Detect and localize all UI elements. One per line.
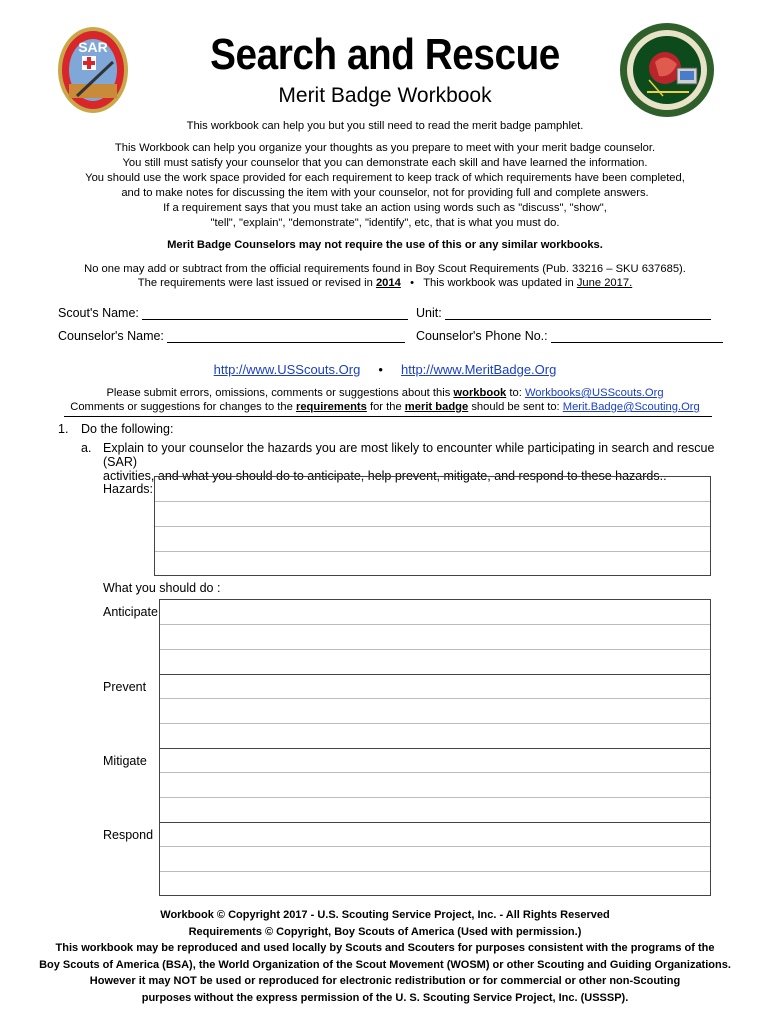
scout-name-field[interactable] <box>58 306 408 320</box>
links-row <box>0 362 770 377</box>
updated-prefix: This workbook was updated in <box>423 277 574 289</box>
unit-field[interactable] <box>416 306 711 320</box>
footer-usage: purposes without the express permission of the U. S. Scouting Service Project, Inc. (USSSP). <box>141 991 629 1004</box>
workbooks-email-link[interactable]: Workbooks@USScouts.Org <box>524 387 664 399</box>
intro-para-line: and to make notes for discussing the item with your counselor, not for providing full and complete answers. <box>121 187 649 199</box>
intro-para-line: This Workbook can help you organize your thoughts as you prepare to meet with your merit badge counselor. <box>114 142 656 154</box>
submit-requirements: requirements <box>295 401 367 413</box>
submit-line-2 <box>0 400 770 415</box>
footer-usage: This workbook may be reproduced and used locally by Scouts and Scouters for purposes consistent with the programs of the <box>55 942 715 954</box>
page-subtitle: Merit Badge Workbook <box>278 84 492 107</box>
mitigate-label: Mitigate <box>103 754 147 768</box>
submit-to: to: <box>509 387 522 399</box>
link-separator: • <box>378 362 383 377</box>
what-you-should-do-label: What you should do : <box>103 581 221 595</box>
section-divider <box>64 416 712 417</box>
scout-name-line[interactable] <box>142 307 408 320</box>
submit-line-1 <box>0 386 770 401</box>
requirement-text: Do the following: <box>81 422 174 436</box>
counselor-name-label: Counselor's Name: <box>58 329 164 343</box>
requirement-a-line: Explain to your counselor the hazards you are most likely to encounter while participating in search and rescue (SAR) <box>103 441 715 469</box>
intro-para-line: You still must satisfy your counselor that you can demonstrate each skill and have learned the information. <box>122 157 648 169</box>
counselors-note: Merit Badge Counselors may not require the use of this or any similar workbooks. <box>167 239 603 251</box>
submit-text: for the <box>369 401 402 413</box>
intro-para-line: "tell", "explain", "demonstrate", "identify", etc, that is what you must do. <box>210 217 560 229</box>
requirements-source: No one may add or subtract from the official requirements found in Boy Scout Requirements (Pub. 33216 – SKU 637685). <box>84 263 686 275</box>
footer-usage: Boy Scouts of America (BSA), the World Organization of the Scout Movement (WOSM) or other Scouting and Guiding Organizations. <box>39 958 731 971</box>
intro-para-line: You should use the work space provided for each requirement to keep track of which requirements have been completed, <box>85 172 685 184</box>
unit-line[interactable] <box>445 307 711 320</box>
counselor-name-field[interactable] <box>58 329 405 343</box>
usscouts-link[interactable]: http://www.USScouts.Org <box>213 362 361 377</box>
revision-year: 2014 <box>375 277 401 289</box>
updated-date: June 2017. <box>576 277 633 289</box>
sar-badge-text: SAR <box>78 39 108 55</box>
page-title: Search and Rescue <box>210 30 560 79</box>
submit-text: should be sent to: <box>471 401 560 413</box>
submit-text: Please submit errors, omissions, comments or suggestions about this <box>106 387 451 399</box>
merit-badge-email-link[interactable]: Merit.Badge@Scouting.Org <box>562 401 700 413</box>
intro-paragraph <box>40 141 730 231</box>
counselor-name-line[interactable] <box>167 330 405 343</box>
submit-merit-badge: merit badge <box>404 401 469 413</box>
revision-prefix: The requirements were last issued or revised in <box>137 277 373 289</box>
submit-text: Comments or suggestions for changes to the <box>70 401 293 413</box>
scout-name-label: Scout's Name: <box>58 306 139 320</box>
meritbadge-link[interactable]: http://www.MeritBadge.Org <box>401 362 557 377</box>
bullet: • <box>410 277 415 289</box>
intro-line: This workbook can help you but you still need to read the merit badge pamphlet. <box>186 120 584 132</box>
counselor-phone-line[interactable] <box>551 330 723 343</box>
footer-usage: However it may NOT be used or reproduced for electronic redistribution or for commercial or other non-Scouting <box>89 975 681 987</box>
respond-label: Respond <box>103 828 154 842</box>
requirement-number: 1. <box>58 422 69 436</box>
footer-copyright: Workbook © Copyright 2017 - U.S. Scouting Service Project, Inc. - All Rights Reserved <box>160 909 610 921</box>
requirement-a-letter: a. <box>81 441 92 455</box>
counselor-phone-field[interactable] <box>416 329 723 343</box>
unit-label: Unit: <box>416 306 442 320</box>
requirement-a-line: activities, and what you should do to anticipate, help prevent, mitigate, and respond to these hazards.. <box>103 469 667 483</box>
hazards-textbox[interactable] <box>154 476 711 576</box>
intro-para-line: If a requirement says that you must take an action using words such as "discuss", "show", <box>163 202 607 214</box>
footer-requirements-copyright: Requirements © Copyright, Boy Scouts of America (Used with permission.) <box>188 925 582 938</box>
actions-textbox[interactable] <box>159 599 711 896</box>
counselor-phone-label: Counselor's Phone No.: <box>416 329 548 343</box>
anticipate-label: Anticipate <box>103 605 158 619</box>
revision-line <box>0 276 770 291</box>
prevent-label: Prevent <box>103 680 147 694</box>
submit-workbook: workbook <box>453 387 507 399</box>
footer <box>20 907 750 1006</box>
hazards-label: Hazards: <box>103 482 154 496</box>
